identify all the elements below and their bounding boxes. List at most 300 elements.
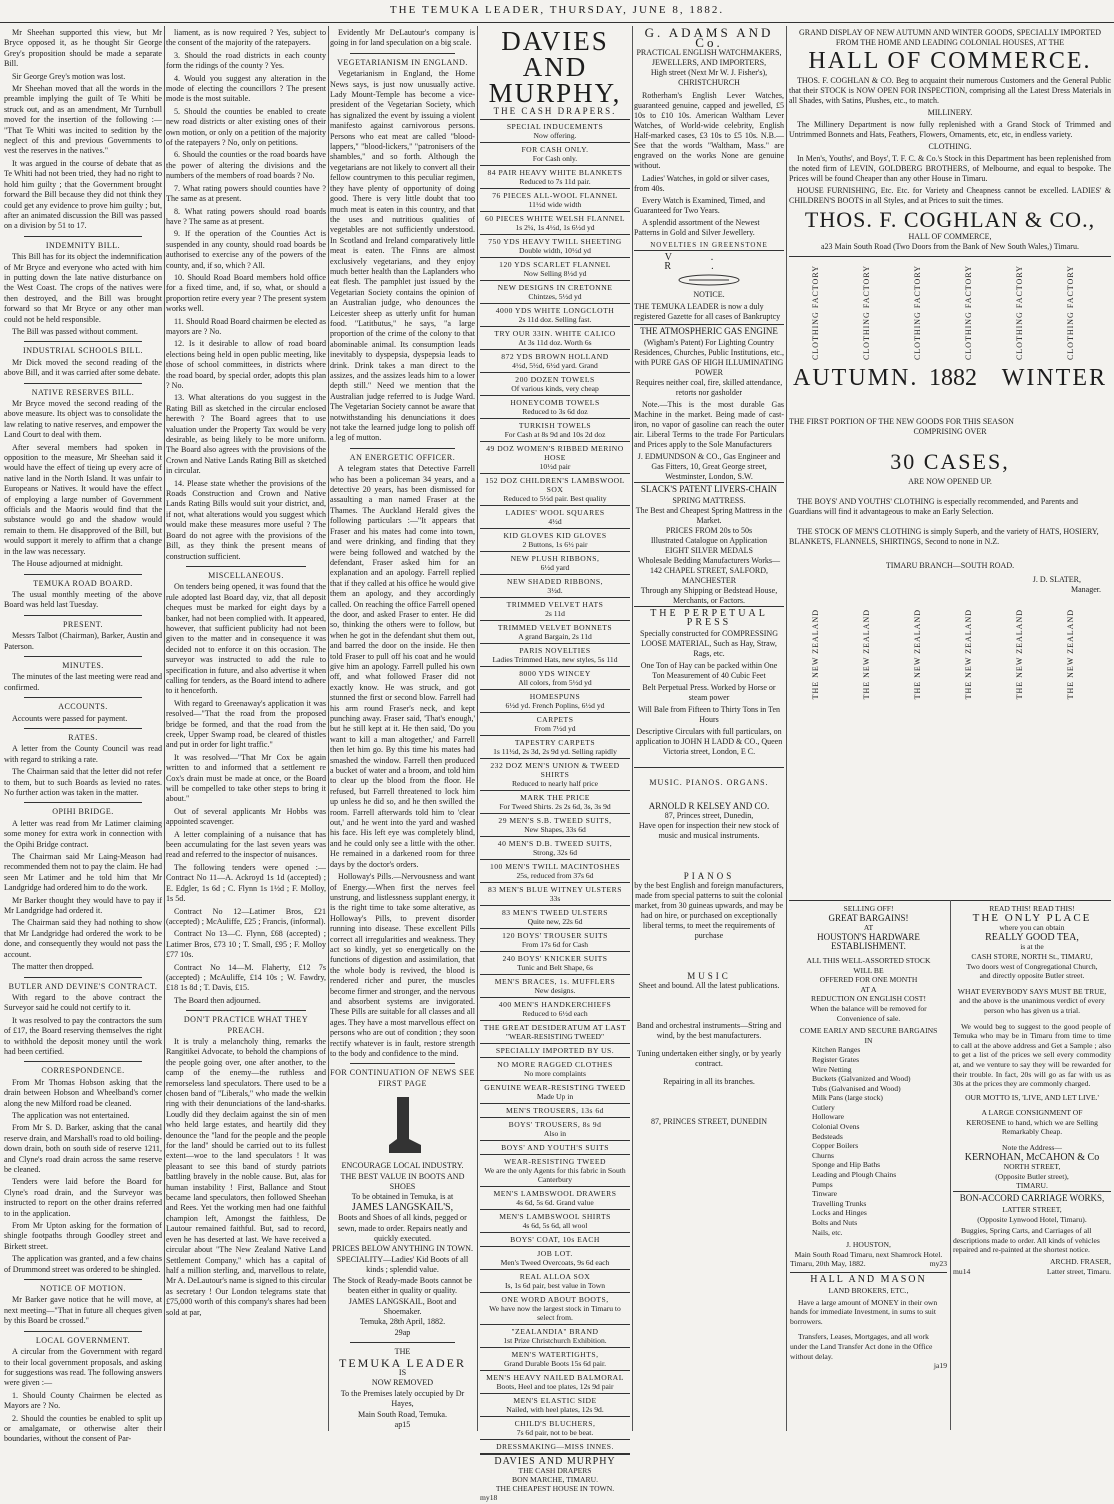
ad-line-item xyxy=(480,997,630,1020)
article-paragraph: A letter from the County Council was read with regard to striking a rate. xyxy=(4,744,162,764)
item-title: 200 DOZEN TOWELS xyxy=(515,375,595,384)
ad-text: REDUCTION ON ENGLISH COST! xyxy=(811,994,926,1004)
ad-text: TIMARU. xyxy=(1016,1181,1048,1191)
item-title: TAPESTRY CARPETS xyxy=(514,738,596,747)
divider xyxy=(186,566,306,567)
ad-text: To be obtained in Temuka, is at xyxy=(351,1192,454,1202)
ad-line-item xyxy=(480,1347,630,1370)
item-price: For Cash at 8s 9d and 10s 2d doz xyxy=(504,430,606,439)
article-paragraph: Mr Barker gave notice that he will move, at next meeting—"That in future all cheques given by this Board be crossed." xyxy=(4,1295,162,1326)
ad-text: THE BEST VALUE IN BOOTS AND SHOES xyxy=(340,1171,465,1192)
article-paragraph: Tenders were laid before the Board for Clyne's road drain, and the Surveyor was instructed to report on the other drains referred to in the application. xyxy=(4,1177,162,1218)
item-price: From 17s 6d for Cash xyxy=(521,940,589,949)
item-title: MEN'S LAMBSWOOL DRAWERS xyxy=(493,1189,617,1198)
article-paragraph: The Chairman said they had nothing to show that Mr Landgridge had ordered the work to be done, and consequently they would not pass the account. xyxy=(4,918,162,959)
article-paragraph: Mr Sheehan moved that all the words in the preamble implying the guilt of Te Whiti be struck out, and as an amendment, Mr Turnbull moved for the insertion of the following :— "That Te Whiti was incited to sedition by the neglect of this and previous Governments to vest the reserves in the natives." xyxy=(4,84,162,156)
article-paragraph: Mr Dick moved the second reading of the above Bill, and it was carried after some debate. xyxy=(4,357,162,378)
article-paragraph: Out of several applicants Mr Hobbs was appointed scavenger. xyxy=(166,806,326,827)
item-title: MARK THE PRICE xyxy=(520,793,590,802)
ad-line-item xyxy=(480,211,630,234)
article-paragraph: Mr Bryce moved the second reading of the above measure. Its object was to consolidate the law relating to native reserves, and empower the Land Court to deal with them. xyxy=(4,399,162,440)
vertical-label: THE NEW ZEALAND xyxy=(1066,609,1075,700)
divider xyxy=(24,341,142,342)
ad-text: LATTER STREET, xyxy=(1002,1205,1062,1215)
ad-heading: MILLINERY. xyxy=(927,108,973,117)
ad-line-item xyxy=(480,1043,630,1057)
ad-line-item xyxy=(480,1154,630,1186)
item-price: 1s 11½d, 2s 3d, 2s 9d yd. Selling rapidly xyxy=(493,747,617,756)
ad-signature: ARCHD. FRASER, xyxy=(1050,1257,1111,1266)
article-paragraph: The Chairman said Mr Laing-Meason had recommended them not to pay the claim. He had seen Mr Latimer and he told him that Mr Landgridge had ordered him to do the work. xyxy=(4,852,162,893)
vertical-label-row xyxy=(789,601,1111,741)
item-price: For Tweed Shirts. 2s 2s 6d, 3s, 3s 9d xyxy=(499,802,611,811)
ad-text: Two doors west of Congregational Church, xyxy=(966,961,1098,971)
item-price: "WEAR-RESISTING TWEED" xyxy=(505,1032,605,1041)
ad-text: ALL THIS WELL-ASSORTED STOCK xyxy=(806,955,931,965)
divider xyxy=(24,236,142,237)
year-label: 1882 xyxy=(929,365,977,391)
article-paragraph: It was argued in the course of debate that as Te Whiti had not been tried, they had no right to hold him guilty ; that the Government brought forward the Bill because they did not think they could get any evidence to prove him guilty ; but, after an animated discussion the Bill was passed on a division by 51 to 17. xyxy=(4,158,162,231)
ad-line-item xyxy=(480,1140,630,1154)
ad-text: Transfers, Leases, Mortgages, and all work under the Land Transfer Act done in the Office without delay. xyxy=(790,1332,933,1361)
list-item: Copper Boilers xyxy=(812,1141,859,1151)
ad-text: High street (Next Mr W. J. Fisher's), CHRISTCHURCH xyxy=(650,68,768,87)
item-title: 83 MEN'S TWEED ULSTERS xyxy=(501,908,609,917)
ad-text: COMPRISING OVER xyxy=(913,427,987,436)
item-title: TRIMMED VELVET HATS xyxy=(506,600,604,609)
item-price: Boots, Heel and toe plates, 12s 9d pair xyxy=(496,1382,614,1391)
article-paragraph: The application was not entertained. xyxy=(12,1110,130,1120)
ad-text: OFFERED FOR ONE MONTH xyxy=(819,975,918,985)
article-heading: INDEMNITY BILL. xyxy=(45,240,121,250)
ad-text: PRICES BELOW ANYTHING IN TOWN. xyxy=(332,1244,473,1254)
ad-title: HALL AND MASON xyxy=(790,1272,947,1286)
item-title: THE GREAT DESIDERATUM AT LAST xyxy=(483,1023,627,1032)
column-rule xyxy=(950,900,951,1430)
ad-line-item xyxy=(480,372,630,395)
list-item: Cutlery xyxy=(812,1102,835,1112)
ad-text: CASH STORE, NORTH St., TIMARU, xyxy=(971,951,1093,961)
ad-line-item xyxy=(480,1117,630,1140)
ad-text: The Stock of Ready-made Boots cannot be beaten either in quality or quality. xyxy=(333,1275,472,1296)
ad-line-item xyxy=(480,1370,630,1393)
article-heading: TEMUKA ROAD BOARD. xyxy=(33,578,133,588)
article-paragraph: It is truly a melancholy thing, remarks the Rangitikei Advocate, to behold the champions of the people going over, one after another, to the camp of the enemy—the ruthless and remorseless land speculators. There used to be a chosen band of "Liberals," who made the welkin ring with their denunciations of the land-sharks. Loudly did they declaim against the sin of men who held large estates, and heartily did they denounce the "land for the people and the people for the land" should be carried out to its fullest extent—woe to the land speculators ! It was pleasant to see this band of sturdy patriots battling bravely in the noble cause. But, alas for human instability ! First, Ballance and Stout became land speculators, then followed Sheehan and Rees. Yet the working men had one faithful champion left, Amongst the faithless, De Lautour remained faithful. But, sad to record, even he has deserted at last. We have received a circular about "The New Zealand Native Land Settlement Company," which has a capital of half a million sterling, and, marvellous to relate, Mr A. DeLautour's name is signed to this circular as secretary ! Our London telegrams state that £75,000 worth of this company's shares had been sold at par, xyxy=(166,1036,326,1317)
ad-text: Buggies, Spring Carts, and Carriages of all descriptions made to order. All kinds of vehicles repaired and re-painted at the shortest notice. xyxy=(953,1226,1100,1255)
ad-line-item xyxy=(480,528,630,551)
ad-line-item xyxy=(480,859,630,882)
ad-line-item xyxy=(480,574,630,597)
column-rule xyxy=(632,26,633,1431)
ad-text: Main South Road (Two Doors from the Bank of New South Wales,) Timaru. xyxy=(834,242,1079,251)
ad-text: In Men's, Youths', and Boys', T. F. C. & Co.'s Stock in this Department has been replenished from the noted firm of LEVIN, GOLDBERG BROTHERS, of Melbourne, and equal to bespoke. The Prices will be found Cheaper than any other House in Timaru. xyxy=(789,154,1111,183)
ad-text: Have open for inspection their new stock of music and musical instruments. xyxy=(638,821,780,840)
ad-text: Tuning undertaken either singly, or by yearly contract. xyxy=(636,1049,782,1068)
item-title: TRY OUR 33IN. WHITE CALICO xyxy=(494,329,616,338)
ad-text: SELLING OFF! xyxy=(843,904,894,913)
list-item: Churns xyxy=(812,1150,834,1160)
ad-line-item xyxy=(480,1080,630,1103)
vertical-label: THE NEW ZEALAND xyxy=(913,609,922,700)
item-price: For Cash only. xyxy=(532,154,578,163)
item-title: MEN'S LAMBSWOOL SHIRTS xyxy=(499,1212,611,1221)
item-title: MEN'S BRACES, 1s. MUFFLERS xyxy=(494,977,616,986)
article-paragraph: The Board then adjourned. xyxy=(174,995,261,1005)
ad-text: THE TEMUKA LEADER is now a duly registered Gazette for all cases of Bankruptcy xyxy=(634,302,781,321)
ad-subtitle: THE CASH DRAPERS. xyxy=(493,106,617,116)
list-item: Leading and Plough Chains xyxy=(812,1170,897,1180)
item-title: 83 MEN'S BLUE WITNEY ULSTERS xyxy=(488,885,622,894)
ad-title: HOUSTON'S HARDWARE ESTABLISHMENT. xyxy=(817,931,920,952)
ad-text: 29ap xyxy=(394,1327,411,1337)
article-paragraph: Messrs Talbot (Chairman), Barker, Austin and Paterson. xyxy=(4,631,162,651)
ad-text: NOW REMOVED xyxy=(371,1378,434,1388)
ad-text: TEMUKA LEADER xyxy=(339,1355,466,1370)
item-title: 400 MEN'S HANDKERCHIEFS xyxy=(498,1000,612,1009)
ad-heading: PIANOS xyxy=(683,871,735,881)
ad-text: Illustrated Catalogue on Application xyxy=(650,536,768,545)
ad-code: my23 xyxy=(929,1259,947,1269)
article-paragraph: Contract No 14—M. Flaherty, £12 7s (accepted) ; McAuliffe, £14 10s ; W. Fawdry, £18 1s 8d ; T. Davis, £15. xyxy=(166,962,326,993)
column-rule xyxy=(477,26,478,1431)
ad-text: and directly opposite Butler street. xyxy=(979,971,1085,981)
item-price: Is, 1s 6d pair, best value in Town xyxy=(504,1281,606,1290)
article-paragraph: Mr Barker thought they would have to pay if Mr Landgridge had ordered it. xyxy=(4,895,162,916)
item-title: 872 YDS BROWN HOLLAND xyxy=(501,352,609,361)
ad-line-item xyxy=(480,735,630,758)
ad-line-item xyxy=(480,418,630,441)
list-item: Register Grates xyxy=(812,1054,860,1064)
ad-text: COME EARLY AND SECURE BARGAINS xyxy=(799,1026,938,1036)
ad-text: 87, PRINCES STREET, DUNEDIN xyxy=(650,1117,768,1126)
vertical-label: THE NEW ZEALAND xyxy=(1015,609,1024,700)
ad-text: by the best English and foreign manufacturers, made from special patterns to suit the colonial market, from 30 guineas upwards, and may be had on hire, or purchased on exceptionally liberal terms, to meet the requirements of purchase xyxy=(634,881,784,940)
article-paragraph: The usual monthly meeting of the above Board was held last Tuesday. xyxy=(4,589,162,610)
article-paragraph: 13. What alterations do you suggest in the Rating Bill as sketched in the circular enclosed herewith ? The Board agrees that to use valuation under the Property Tax would be very desirable, as being likely to be more uniform. The Board also agrees with the provisions of the Crown and Native Lands Rating Bill as sketched in circular. xyxy=(166,393,326,476)
ad-line-item xyxy=(480,1269,630,1292)
item-title: NEW SHADED RIBBONS, xyxy=(506,577,604,586)
ad-text: LAND BROKERS, ETC., xyxy=(828,1285,909,1295)
item-price: Reduced to 3s 6d doz xyxy=(522,407,588,416)
royal-crest-icon xyxy=(634,273,784,287)
ad-text: THE BOYS' AND YOUTHS' CLOTHING is especially recommended, and Parents and Guardians will find it advantageous to make an Early Selection. xyxy=(789,497,1078,516)
ad-text: Rotherham's English Lever Watches, guaranteed genuine, capped and jewelled, £5 10s to £10 10s. American Waltham Lever Watches, of World-wide celebrity, English Half-marked cases, £3 10s to £5 10s. N.B.—See that the words "Waltham, Mass." are engraved on the works None are genuine without. xyxy=(634,91,784,170)
item-price: Reduced to 7s 11d pair. xyxy=(519,177,591,186)
ad-title: KERNOHAN, McCAHON & Co xyxy=(964,1151,1100,1163)
article-paragraph: A telegram states that Detective Farrell who has been a policeman 34 years, and a detective 20 years, has been dismissed for assaulting a man named Fraser at the Thames. The Auckland Herald gives the following particulars :—"It appears that Fraser and his mates had come into town, and were drinking, and finding that they were being followed and watched by the defendant, Fraser asked him for an explanation and an apology. Farrell replied that if they called at his office he would give them an apology, and they accordingly called. On reaching the office Farrell opened the door, and asked Fraser to enter. He did so, thinking the others were to follow, but when he got in the defendant shut them out, and barred the door on the inside. He then told Fraser to pull off his coat and he would give him an apology. Farrell pulled his own off, and what followed Fraser did not exactly know. He was struck, and got stunned the first or second blow. Farrell had his arm round Fraser's neck, and kept punching away. Fraser said, 'That's enough,' but he still kept at it. He then said, 'Do you want to kill a man altogether,' and Farrell then let him go. By this time his mates had smashed the window. Farrell then produced a bucket of water and a broom, and told him to clear up the blood from the floor. He refused, but Farrell threatened to lock him up unless he did so, and he then swilled the room. Farrell afterwards told him to 'clear out,' and he went into the yard and washed his face. His left eye was completely blind, and he could only see a little with the other. He remained in a darkened room for three days by the doctor's orders. xyxy=(330,464,475,869)
article-heading: CORRESPONDENCE. xyxy=(41,1066,125,1076)
item-price: 33s xyxy=(549,894,561,903)
ad-text: WHAT EVERYBODY SAYS MUST BE TRUE, xyxy=(957,986,1107,996)
ad-line-item xyxy=(480,349,630,372)
article-paragraph: It was resolved to pay the contractors the sum of £17, the Board reserving themselves the right to withhold the deposit money until the work had been certified. xyxy=(4,1015,162,1056)
article-paragraph: From Mr Upton asking for the formation of shingle footpaths through Goodley street and Birkett street. xyxy=(4,1221,162,1251)
item-price: 4s 6d, 5s 6d. Grand value xyxy=(516,1198,594,1207)
ad-text: IN xyxy=(864,1035,873,1045)
ad-text: Band and orchestral instruments—String and wind, by the best manufacturers. xyxy=(636,1021,782,1040)
ad-text: Specially constructed for COMPRESSING LOOSE MATERIAL, Such as Hay, Straw, Rags, etc. xyxy=(640,629,778,658)
item-price: Men's Tweed Overcoats, 9s 6d each xyxy=(500,1258,610,1267)
autumn-label: AUTUMN. xyxy=(793,365,919,391)
ad-code: my18 xyxy=(480,1493,498,1502)
article-heading: FOR CONTINUATION OF NEWS SEE FIRST PAGE xyxy=(330,1068,475,1088)
ad-text: NOVELTIES IN GREENSTONE xyxy=(650,241,768,249)
item-price: 2s 11d doz. Selling fast. xyxy=(518,315,592,324)
item-price: 6½d yd. French Poplins, 6½d yd xyxy=(505,701,605,710)
ad-text: AT A xyxy=(860,984,877,994)
article-paragraph: 8. What rating powers should road boards have ? The same as at present. xyxy=(166,206,326,226)
item-title: BOYS' AND YOUTH'S SUITS xyxy=(501,1143,609,1152)
article-paragraph: 5. Should the counties be enabled to create new road districts or alter existing ones of their own motion, or only on a petition of the majority of the ratepayers ? No, only on petitions. xyxy=(166,106,326,148)
ad-text: When the balance will be removed for Convenience of sale. xyxy=(810,1003,927,1023)
list-item: Kitchen Ranges xyxy=(812,1045,861,1055)
vertical-label-row xyxy=(789,257,1111,367)
article-paragraph: From Mr S. D. Barker, asking that the canal reserve drain, and Marshall's road to old boiling-down drain, both on south side of reserve 1211, and Clyne's road drain across the same reserve be cleaned. xyxy=(4,1123,162,1174)
article-paragraph: 9. If the operation of the Counties Act is suspended in any county, should road boards be authorised to exercise any of the powers of the county, and, if so, which ? All. xyxy=(166,229,326,270)
ad-text: Ladies' Watches, in gold or silver cases, from 40s. xyxy=(634,174,770,193)
ad-text: THE xyxy=(394,1347,411,1357)
article-paragraph: 10. Should Road Board members hold office for a fixed time, and, if so, what, or should a proportion retire every year ? The present system works well. xyxy=(166,272,326,314)
article-paragraph: The House adjourned at midnight. xyxy=(12,559,123,569)
article-paragraph: The minutes of the last meeting were read and confirmed. xyxy=(4,672,162,692)
article-paragraph: 1. Should County Chairmen be elected as Mayors are ? No. xyxy=(4,1390,162,1411)
article-paragraph: A letter complaining of a nuisance that has been accumulating for the last seven years was read and referred to the inspector of nuisances. xyxy=(166,829,326,860)
ad-line-item xyxy=(480,1292,630,1324)
article-paragraph: 4. Would you suggest any alteration in the mode of electing the councillors ? The present mode is the most suitable. xyxy=(166,73,326,104)
list-item: Wire Netting xyxy=(812,1064,852,1074)
article-paragraph: The application was granted, and a few chains of Drummond street was ordered to be shingled. xyxy=(4,1254,162,1274)
item-title: DRESSMAKING—MISS INNES. xyxy=(496,1442,614,1451)
ad-title: BON-ACCORD CARRIAGE WORKS, xyxy=(953,1191,1111,1205)
article-paragraph: 2. Should the counties be enabled to split up or amalgamate, or otherwise alter their boundaries, without the consent of Par- xyxy=(4,1413,162,1444)
article-paragraph: The matter then dropped. xyxy=(12,962,94,972)
item-price: 2 Buttons, 1s 6½ pair xyxy=(522,540,588,549)
list-item: Colonial Ovens xyxy=(812,1122,860,1132)
vertical-label: CLOTHING FACTORY xyxy=(913,265,922,361)
item-price: 25s, reduced from 37s 6d xyxy=(516,871,594,880)
item-title: 120 BOYS' TROUSER SUITS xyxy=(502,931,608,940)
vertical-label: CLOTHING FACTORY xyxy=(1066,265,1075,361)
item-price: 10½d pair xyxy=(539,462,571,471)
ad-text: The Best and Cheapest Spring Mattress in the Market. xyxy=(635,506,783,525)
item-price: Also in xyxy=(543,1129,567,1138)
ad-line-item xyxy=(480,882,630,905)
ad-footer: DAVIES AND MURPHY xyxy=(494,1456,616,1467)
ad-text: Main South Road, Temuka. xyxy=(358,1409,447,1419)
ad-text: and the above is the unanimous verdict of every person who has given us a trial. xyxy=(959,996,1105,1015)
item-price: Grand Durable Boots 15s 6d pair. xyxy=(503,1359,607,1368)
divider xyxy=(350,1063,455,1064)
item-price: No more complaints xyxy=(523,1069,586,1078)
ad-line-item xyxy=(480,1209,630,1232)
ad-line-item xyxy=(480,1232,630,1246)
ad-line-item xyxy=(480,951,630,974)
list-item: Buckets (Galvanized and Wood) xyxy=(812,1074,911,1084)
item-title: ONE WORD ABOUT BOOTS, xyxy=(501,1295,609,1304)
list-item: Sponge and Hip Baths xyxy=(812,1160,881,1170)
article-paragraph: From Mr Thomas Hobson asking that the drain between Hobson and Wheelband's corner along the new Milford road be cleaned. xyxy=(4,1077,162,1108)
item-price: All colors, from 5½d yd xyxy=(518,678,592,687)
article-paragraph: Accounts were passed for payment. xyxy=(12,713,128,723)
column-rule xyxy=(164,26,165,1431)
article-paragraph: This Bill has for its object the indemnification of Mr Bryce and everyone who acted with him in putting down the late native disturbance on the West Coast. The crops of the natives were then destroyed, and the Bill was brought forward so that Mr Bryce or any other man could not be held responsible. xyxy=(4,252,162,324)
article-paragraph: 6. Should the counties or the road boards have the power of altering the divisions and the numbers of the members of road boards ? No. xyxy=(166,150,326,181)
ad-text: KEROSENE to hand, which we are Selling Remarkably Cheap. xyxy=(966,1117,1098,1137)
divider xyxy=(350,448,455,449)
ad-signature: J. HOUSTON, xyxy=(846,1240,891,1250)
list-item: Milk Pans (large stock) xyxy=(812,1093,883,1103)
item-title: HOMESPUNS xyxy=(529,692,581,701)
ad-heading: MUSIC xyxy=(687,971,731,981)
item-title: NEW PLUSH RIBBONS, xyxy=(510,554,600,563)
ad-text: Through any Shipping or Bedstead House, Merchants, or Factors. xyxy=(640,586,778,605)
item-title: 232 DOZ MEN'S UNION & TWEED SHIRTS xyxy=(490,761,620,779)
item-title: LADIES' WOOL SQUARES xyxy=(505,508,605,517)
ad-text: IS xyxy=(398,1367,407,1377)
article-paragraph: On tenders being opened, it was found that the rule adopted last Board day, viz, that all deposit cheques must be marked for eight days by a banker, had not been complied with. It appeared, however, that sufficient publicity had not been given to the matter and in consequence it was decided not to enforce it on this occasion. The surveyor was instructed to add the rule to specification in future, and also advertise it when calling for tenders, as the Board intend to adhere to it henceforth. xyxy=(166,582,326,696)
hall-of-commerce-ad xyxy=(789,28,1111,888)
item-title: WEAR-RESISTING TWEED xyxy=(503,1157,607,1166)
item-price: Nailed, with heel plates, 12s 9d. xyxy=(506,1405,604,1414)
ad-line-item xyxy=(480,473,630,505)
article-paragraph: It was resolved—"That Mr Cox be again written to and informed that a settlement re Cox's drain must be made at once, or the Board will be compelled to take other steps to bring it about." xyxy=(166,752,326,804)
list-item: Pumps xyxy=(812,1179,833,1189)
divider xyxy=(24,656,142,657)
item-price: 7s 6d pair, not to be beat. xyxy=(516,1428,594,1437)
item-title: SPECIAL INDUCEMENTS xyxy=(506,122,604,131)
ad-title: HALL OF COMMERCE. xyxy=(808,48,1092,74)
ad-text: JAMES LANGSKAIL, Boot and Shoemaker. xyxy=(348,1296,457,1316)
item-title: PARIS NOVELTIES xyxy=(519,646,591,655)
ad-line-item xyxy=(480,441,630,473)
divider xyxy=(24,977,142,978)
ad-line-item xyxy=(480,597,630,620)
news-column-3 xyxy=(330,28,475,1428)
article-paragraph: With regard to the above contract the Surveyor said he could not certify to it. xyxy=(4,992,162,1013)
item-title: 152 DOZ CHILDREN'S LAMBSWOOL SOX xyxy=(485,476,625,494)
ad-item-list xyxy=(480,119,630,1453)
item-title: 120 YDS SCARLET FLANNEL xyxy=(499,260,611,269)
article-paragraph: Contract No 12—Latimer Bros, £21 (accepted) ; McAuliffe, £25 ; Francis, (informal). xyxy=(166,906,326,926)
item-title: 4000 YDS WHITE LONGCLOTH xyxy=(495,306,615,315)
item-title: BOYS' TROUSERS, 8s 9d xyxy=(508,1120,602,1129)
ad-line-item xyxy=(480,643,630,666)
ad-text: Main South Road Timaru, next Shamrock Hotel. xyxy=(794,1249,943,1259)
column-rule xyxy=(328,26,329,1431)
ad-title: MUSIC. PIANOS. ORGANS. xyxy=(634,767,784,797)
ad-text: GRAND DISPLAY OF NEW AUTUMN AND WINTER GOODS, SPECIALLY IMPORTED FROM THE HOME AND LEADING COLONIAL HOUSES, AT THE xyxy=(799,28,1101,47)
article-paragraph: Evidently Mr DeLautour's company is going in for land speculation on a big scale. xyxy=(330,28,475,48)
ad-text: Requires neither coal, fire, skilled attendance, retorts nor gasholder xyxy=(635,378,783,397)
item-price: At 3s 11d doz. Worth 6s xyxy=(518,338,592,347)
item-price: 4s 6d, 5s 6d, all wool xyxy=(522,1221,588,1230)
item-price: 11½d wide width xyxy=(528,200,582,209)
item-price: New Shapes, 33s 6d xyxy=(524,825,586,834)
divider xyxy=(24,1331,142,1332)
ad-text: where you can obtain xyxy=(999,923,1065,933)
winter-label: WINTER xyxy=(1001,365,1107,391)
notice-heading: NOTICE. xyxy=(693,290,725,299)
article-paragraph: A letter was read from Mr Latimer claiming some money for extra work in connection with the Opihi Bridge contract. xyxy=(4,818,162,849)
article-paragraph: Holloway's Pills.—Nervousness and want of Energy.—When first the nerves feel unstrung, and listlessness supplant energy, it is the right time to take some alterative, as Holloway's Pills, to prevent disorder running into disease. These excellent Pills correct all irregularities and weakness. They act so kindly, yet so energetically on the functions of digestion and assimilation, that the whole body is revived, the blood is rendered richer and purer, the muscles become firmer and stronger, and the nervous and absorbent systems are invigorated. These Pills are suitable for all classes and all ages. They have a most marvellous effect on persons who are out of condition ; they soon rectify whatever is in fault, restore strength to the body and confidence to the mind. xyxy=(330,872,475,1058)
ad-title: THE ATMOSPHERIC GAS ENGINE xyxy=(634,324,784,338)
item-title: 76 PIECES ALL-WOOL FLANNEL xyxy=(492,191,618,200)
item-price: 4½d xyxy=(548,517,562,526)
item-title: 84 PAIR HEAVY WHITE BLANKETS xyxy=(487,168,623,177)
divider xyxy=(350,1342,455,1343)
ad-heading: GREAT BARGAINS! xyxy=(828,912,909,923)
ad-text: THE FIRST PORTION OF THE NEW GOODS FOR THIS SEASON xyxy=(789,417,1014,426)
article-heading: AN ENERGETIC OFFICER. xyxy=(349,452,456,462)
item-title: BOYS' COAT, 10s EACH xyxy=(510,1235,600,1244)
divider xyxy=(24,383,142,384)
item-price: Strong, 32s 6d xyxy=(532,848,578,857)
ad-text: SPECIALITY—Ladies' Kid Boots of all kinds ; splendid value. xyxy=(336,1254,469,1275)
ad-text: J. EDMUNDSON & CO., Gas Engineer and Gas Fitters, 10, Great George street, Westminster, London, S.W. xyxy=(637,452,781,481)
news-column-1 xyxy=(4,28,162,1444)
item-price: Reduced to 6½d each xyxy=(522,1009,588,1018)
article-paragraph: 12. Is it desirable to allow of road board elections being held in open public meeting, like those of school committees, in districts where the road board, by special order, adopts this plan ? No. xyxy=(166,339,326,390)
ad-text: The Millinery Department is now fully replenished with a Grand Stock of Trimmed and Untrimmed Bonnets and Hats, Feathers, Flowers, Ornaments, etc, etc, in endless variety. xyxy=(789,120,1111,139)
item-title: CHILD'S BLUCHERS, xyxy=(514,1419,596,1428)
watchmaker-and-music-ads xyxy=(634,25,784,1428)
ad-text: OUR MOTTO IS, 'LIVE, AND LET LIVE.' xyxy=(965,1092,1099,1102)
vertical-label: CLOTHING FACTORY xyxy=(811,265,820,361)
ad-line-item xyxy=(480,1393,630,1416)
ad-title: THE ONLY PLACE xyxy=(972,911,1092,924)
ad-line-item xyxy=(480,1324,630,1347)
divider xyxy=(24,728,142,729)
ad-title: MURPHY, xyxy=(488,78,622,108)
ad-text: TIMARU BRANCH—SOUTH ROAD. xyxy=(885,561,1015,570)
vertical-label: CLOTHING FACTORY xyxy=(1015,265,1024,361)
article-paragraph: After several members had spoken in opposition to the measure, Mr Sheehan said it would have the effect of tieing up every acre of native land in the North Island. It was unfair to Europeans or Natives. It would have the effect of employing a large number of Government officials and the Maoris would find that the substance would go and the shadow would remain to them. He disapproved of the Bill, but would support it merely to affirm that a change in the law was necessary. xyxy=(4,442,162,556)
ad-line-item xyxy=(480,326,630,349)
column-rule xyxy=(786,26,787,1431)
ad-text: JAMES LANGSKAIL'S, xyxy=(351,1201,454,1213)
ad-line-item xyxy=(480,303,630,326)
ad-line-item xyxy=(480,1020,630,1043)
item-price: Ladies Trimmed Hats, new styles, 5s 11d xyxy=(492,655,618,664)
ad-text: Boots and Shoes of all kinds, pegged or sewn, made to order. Repairs neatly and quickly executed. xyxy=(337,1213,468,1244)
article-paragraph: 3. Should the road districts in each county form the ridings of the county ? Yes. xyxy=(166,50,326,71)
ad-text: 87, Princes street, Dunedin, xyxy=(664,811,754,820)
product-list xyxy=(790,1045,947,1237)
ad-line-item xyxy=(480,928,630,951)
ad-text: (Opposite Lynwood Hotel, Timaru). xyxy=(977,1214,1087,1224)
item-title: 8000 YDS WINCEY xyxy=(519,669,591,678)
article-heading: DON'T PRACTICE WHAT THEY PREACH. xyxy=(183,1015,309,1035)
item-title: MEN'S TROUSERS, 13s 6d xyxy=(506,1106,604,1115)
ad-text: PRACTICAL ENGLISH WATCHMAKERS, JEWELLERS, AND IMPORTERS, xyxy=(636,48,782,67)
ad-text: Note the Address— xyxy=(1002,1143,1062,1153)
item-title: REAL ALLOA SOX xyxy=(519,1272,591,1281)
item-title: NO MORE RAGGED CLOTHES xyxy=(497,1060,613,1069)
ad-text: PRICES FROM 20s to 50s xyxy=(665,526,753,535)
article-heading: NOTICE OF MOTION. xyxy=(39,1284,127,1294)
item-price: 3½d. xyxy=(547,586,563,595)
ad-line-item xyxy=(480,758,630,790)
ad-line-item xyxy=(480,165,630,188)
ad-text: Note.—This is the most durable Gas Machine in the market. Being made of cast-iron, no vapor of gasoline can reach the outer air. Liberal Terms to the trade For Particulars and Prices apply to the Sole Manufacturers xyxy=(634,400,784,449)
ad-text: Temuka, 28th April, 1882. xyxy=(359,1317,446,1327)
ad-footer: THE CHEAPEST HOUSE IN TOWN. xyxy=(495,1484,615,1493)
ad-text: Wholesale Bedding Manufacturers Works— 142 CHAPEL STREET, SALFORD, MANCHESTER xyxy=(637,556,781,585)
ad-text: Will Bale from Fifteen to Thirty Tons in Ten Hours xyxy=(637,705,781,724)
item-price: Reduced to 5½d pair. Best quality xyxy=(503,494,607,503)
ad-line-item xyxy=(480,505,630,528)
ad-line-item xyxy=(480,905,630,928)
